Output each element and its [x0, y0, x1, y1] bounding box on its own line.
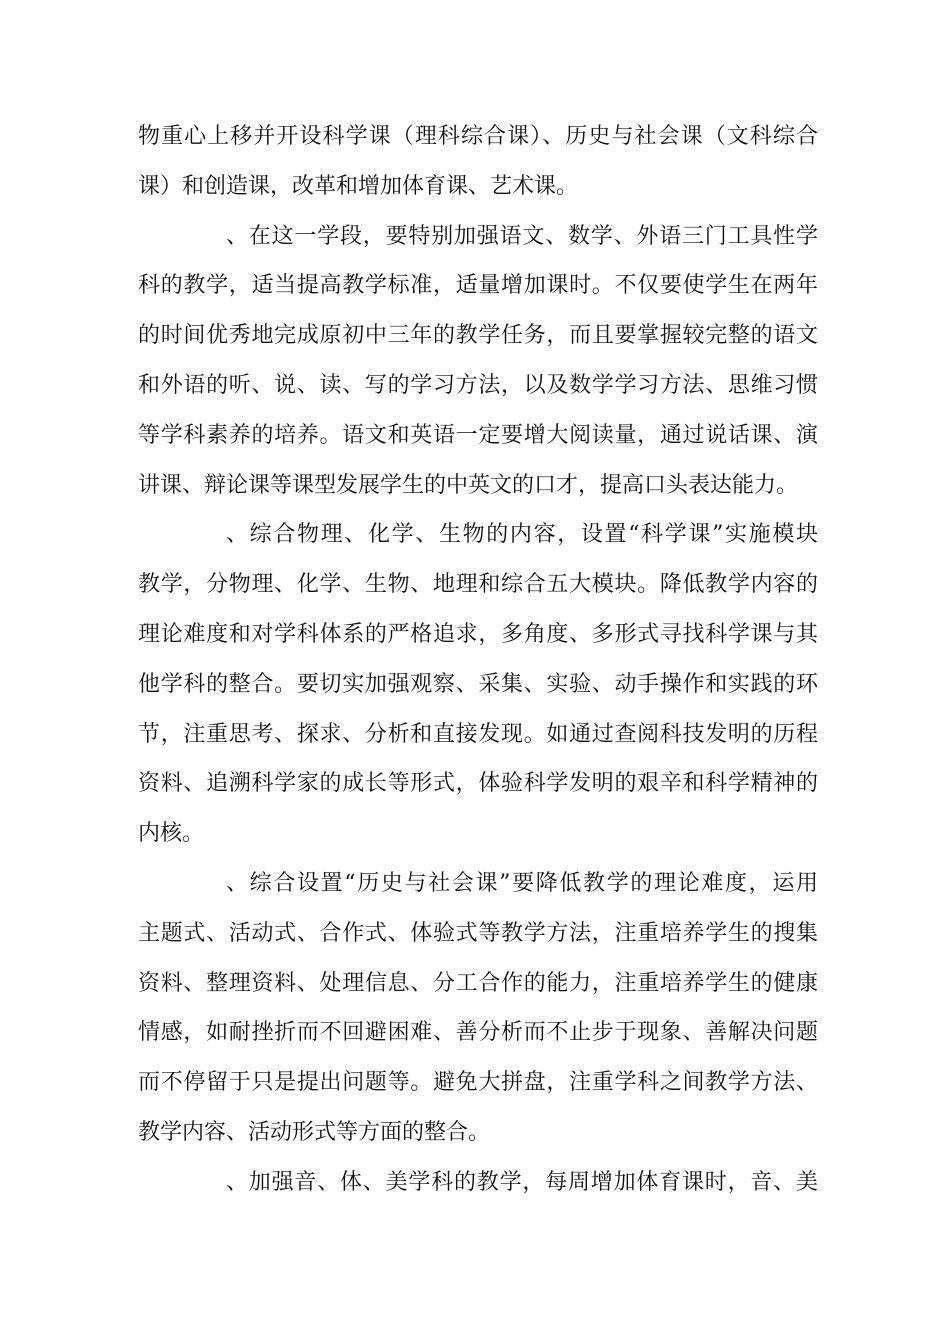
- text-line: 他学科的整合。要切实加强观察、采集、实验、动手操作和实践的环: [138, 671, 818, 697]
- body-text: [138, 112, 818, 1208]
- text-line: 的时间优秀地完成原初中三年的教学任务，而且要掌握较完整的语文: [138, 323, 818, 349]
- text-line: 科的教学，适当提高教学标准，适量增加课时。不仅要使学生在两年: [138, 273, 818, 299]
- text-line: 资料、整理资料、处理信息、分工合作的能力，注重培养学生的健康: [138, 970, 818, 996]
- text-line: 内核。: [138, 821, 205, 847]
- text-line: 讲课、辩论课等课型发展学生的中英文的口才，提高口头表达能力。: [138, 472, 799, 498]
- paragraph-start-line: 、综合物理、化学、生物的内容，设置“科学课”实施模块: [226, 522, 818, 548]
- text-line: 物重心上移并开设科学课（理科综合课）、历史与社会课（文科综合: [138, 124, 818, 149]
- text-line: 和外语的听、说、读、写的学习方法，以及数学学习方法、思维习惯: [138, 372, 818, 398]
- text-line: 等学科素养的培养。语文和英语一定要增大阅读量，通过说话课、演: [138, 422, 818, 448]
- paragraph-start-line: 、加强音、体、美学科的教学，每周增加体育课时，音、美: [226, 1169, 818, 1195]
- text-line: 理论难度和对学科体系的严格追求，多角度、多形式寻找科学课与其: [138, 621, 818, 647]
- text-line: 资料、追溯科学家的成长等形式，体验科学发明的艰辛和科学精神的: [138, 771, 818, 797]
- paragraph-start-line: 、综合设置“历史与社会课”要降低教学的理论难度，运用: [226, 870, 818, 896]
- text-line: 教学内容、活动形式等方面的整合。: [138, 1119, 491, 1145]
- text-line: 主题式、活动式、合作式、体验式等教学方法，注重培养学生的搜集: [138, 920, 818, 946]
- text-line: 教学，分物理、化学、生物、地理和综合五大模块。降低教学内容的: [138, 572, 818, 598]
- paragraph-start-line: 、在这一学段，要特别加强语文、数学、外语三门工具性学: [226, 223, 818, 249]
- text-line: 而不停留于只是提出问题等。避免大拼盘，注重学科之间教学方法、: [138, 1070, 818, 1096]
- text-line: 课）和创造课，改革和增加体育课、艺术课。: [138, 173, 579, 199]
- text-line: 节，注重思考、探求、分析和直接发现。如通过查阅科技发明的历程: [138, 721, 818, 747]
- text-line: 情感，如耐挫折而不回避困难、善分析而不止步于现象、善解决问题: [138, 1020, 818, 1046]
